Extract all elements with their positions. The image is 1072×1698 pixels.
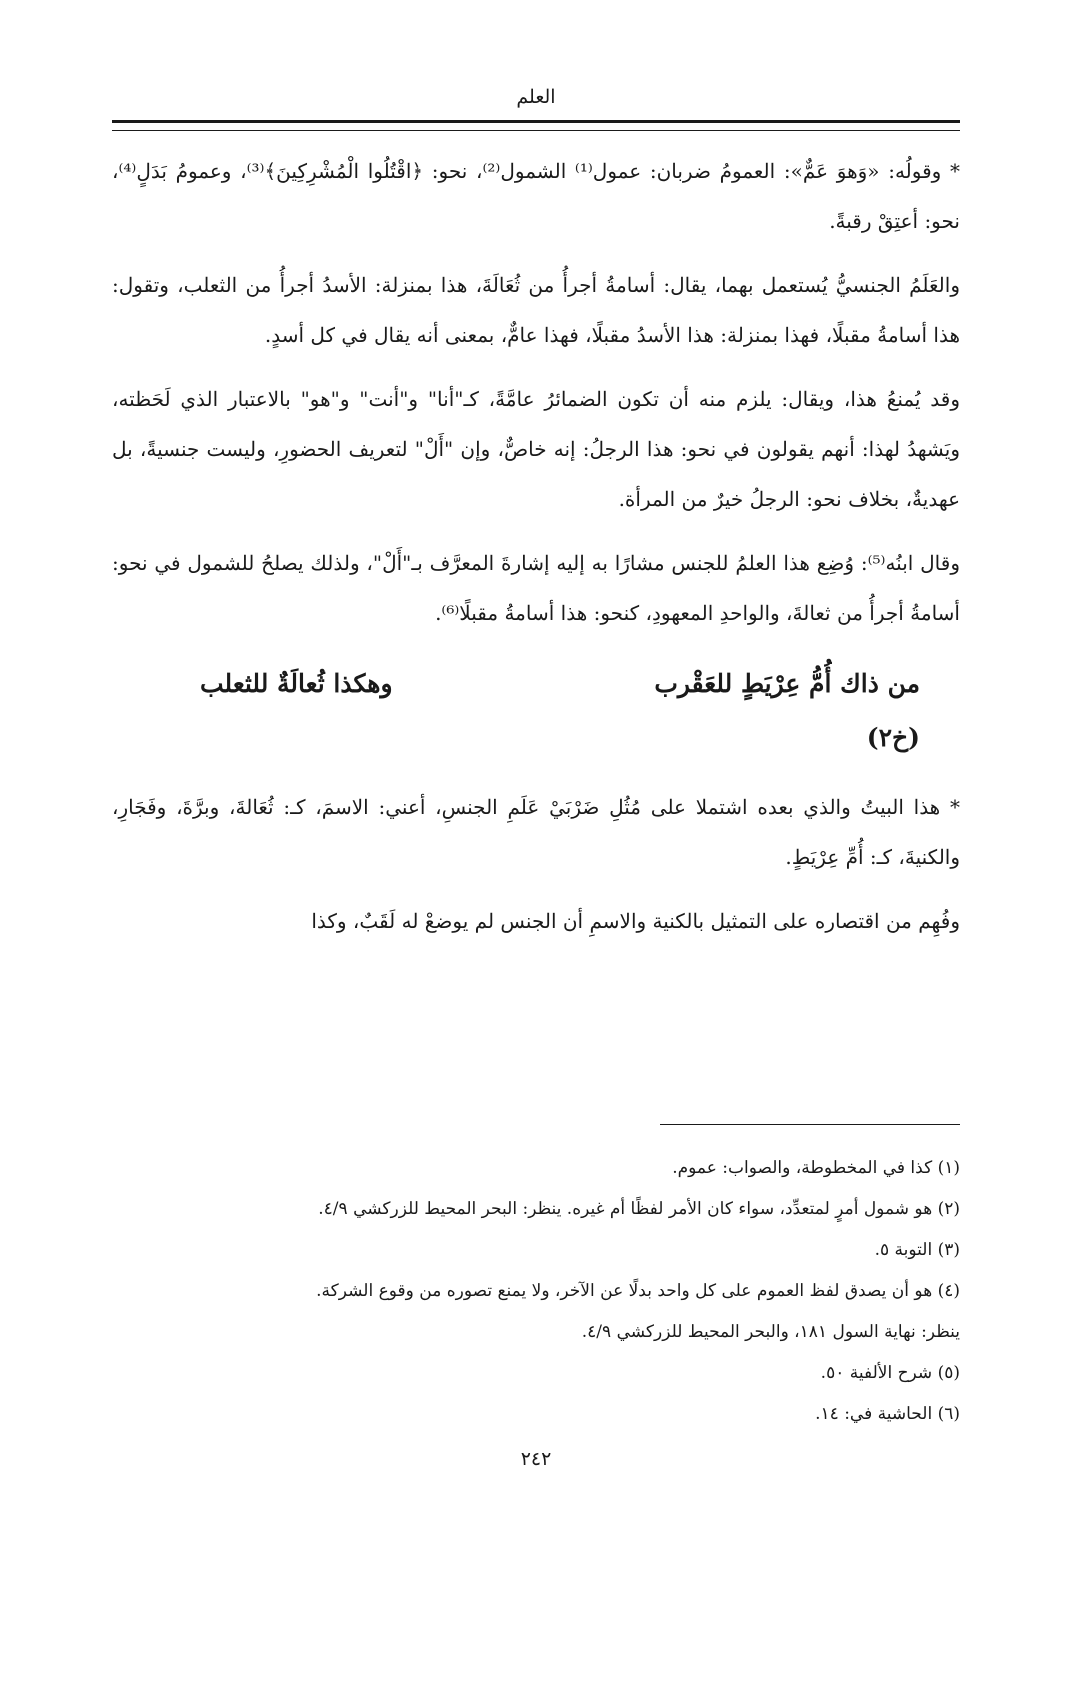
- running-head: العلم: [516, 86, 556, 108]
- footnote-separator: [660, 1124, 960, 1125]
- header-rule-thin: [112, 130, 960, 131]
- page-number: ٢٤٢: [520, 1448, 552, 1470]
- footnote-2: (٢) هو شمول أمرٍ لمتعدِّد، سواء كان الأمر لفظًا أم غيره. ينظر: البحر المحيط للزركشي ٤/٩.: [318, 1199, 960, 1219]
- footnote-5: (٥) شرح الألفية ٥٠.: [820, 1363, 960, 1383]
- footnote-3: (٣) التوبة ٥.: [874, 1240, 960, 1260]
- main-text: [112, 146, 960, 960]
- footnote-1: (١) كذا في المخطوطة، والصواب: عموم.: [672, 1158, 960, 1178]
- paragraph-5: * هذا البيتُ والذي بعده اشتملا على مُثُلِ ضَرْبَيْ عَلَمِ الجنسِ، أعني: الاسمَ، كـ: ثُعَالةَ، وبرَّةَ، وفَجَارِ، والكنيةَ، كـ: أُمِّ عِرْيَطٍ.: [112, 795, 960, 869]
- poem-verse: [200, 656, 920, 712]
- footnotes: [112, 1148, 960, 1435]
- paragraph-6: وفُهِم من اقتصاره على التمثيل بالكنية والاسمِ أن الجنس لم يوضعْ له لَقَبٌ، وكذا: [311, 909, 960, 933]
- verse-second-hemistich: وهكذا ثُعالَةٌ للثعلب: [200, 669, 393, 698]
- header-rule-thick: [112, 120, 960, 123]
- verse-first-hemistich: من ذاك أُمُّ عِرْيَطٍ للعَقْرب: [654, 669, 920, 698]
- paragraph-3: وقد يُمنعُ هذا، ويقال: يلزم منه أن تكون الضمائرُ عامَّةً، كـ"أنا" و"أنت" و"هو" بالاعتبار الذي لَحَظته، ويَشهدُ لهذا: أنهم يقولون في نحو: هذا الرجلُ: إنه خاصٌّ، وإن "أَلْ" لتعريف الحضورِ، وليست جنسيةً، بل عهديةٌ، بخلاف نحو: الرجلُ خيرٌ من المرأة.: [112, 387, 960, 511]
- footnote-6: (٦) الحاشية في: ١٤.: [815, 1404, 960, 1424]
- footnote-4: (٤) هو أن يصدق لفظ العموم على كل واحد بدلًا عن الآخر، ولا يمنع تصوره من وقوع الشركة.: [316, 1281, 960, 1301]
- paragraph-4: وقال ابنُه⁽⁵⁾: وُضِع هذا العلمُ للجنس مشارًا به إليه إشارةَ المعرَّف بـ"أَلْ"، ولذلك يصلحُ للشمول في نحو: أسامةُ أجرأُ من ثعالةَ، والواحدِ المعهودِ، كنحو: هذا أسامةُ مقبلًا⁽⁶⁾.: [112, 551, 960, 625]
- paragraph-1: * وقولُه: «وَهوَ عَمٌّ»: العمومُ ضربان: عمول⁽¹⁾ الشمول⁽²⁾، نحو: ﴿اقْتُلُوا الْمُشْرِكِينَ﴾⁽³⁾، وعمومُ بَدَلٍ⁽⁴⁾، نحو: أعتِقْ رقبةً.: [112, 159, 960, 233]
- footnote-4-continued: ينظر: نهاية السول ١٨١، والبحر المحيط للزركشي ٤/٩.: [581, 1322, 960, 1342]
- verse-tag: (خ٢): [866, 723, 920, 752]
- paragraph-2: والعَلَمُ الجنسيُّ يُستعمل بهما، يقال: أسامةُ أجرأُ من ثُعَالَةَ، هذا بمنزلة: الأسدُ أجرأُ من الثعلب، وتقول: هذا أسامةُ مقبلًا، فهذا بمنزلة: هذا الأسدُ مقبلًا، فهذا عامٌّ، بمعنى أنه يقال في كل أسدٍ.: [112, 273, 960, 347]
